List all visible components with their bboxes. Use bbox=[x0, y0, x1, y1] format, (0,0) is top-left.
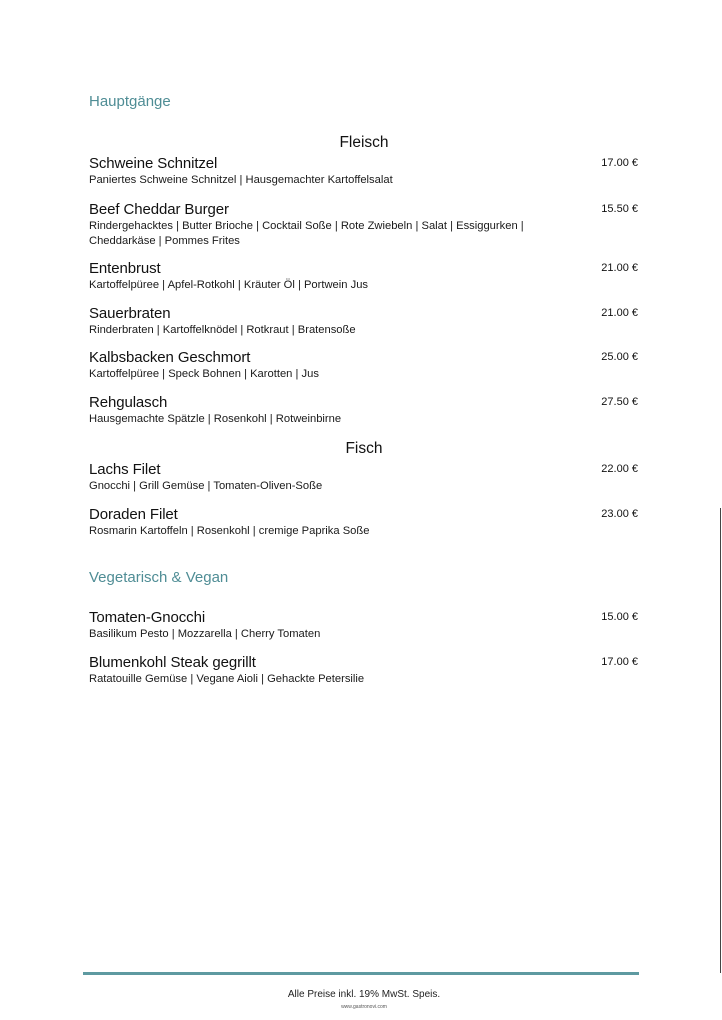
menu-item bbox=[89, 506, 639, 539]
item-name: Doraden Filet bbox=[89, 506, 178, 523]
item-price: 25.00 € bbox=[601, 351, 638, 363]
menu-item bbox=[89, 155, 639, 188]
sub-heading-fisch: Fisch bbox=[345, 440, 383, 457]
item-name: Beef Cheddar Burger bbox=[89, 201, 229, 218]
item-description: Kartoffelpüree | Speck Bohnen | Karotten | Jus bbox=[89, 368, 319, 380]
item-description: Rindergehacktes | Butter Brioche | Cocktail Soße | Rote Zwiebeln | Salat | Essiggurken | Cheddarkäse | Pommes Frites bbox=[89, 220, 524, 247]
item-name: Tomaten-Gnocchi bbox=[89, 609, 206, 626]
item-name: Blumenkohl Steak gegrillt bbox=[89, 654, 256, 671]
menu-item bbox=[89, 201, 639, 249]
item-price: 17.00 € bbox=[601, 157, 638, 169]
item-price: 23.00 € bbox=[601, 508, 638, 520]
item-price: 21.00 € bbox=[601, 262, 638, 274]
item-description: Hausgemachte Spätzle | Rosenkohl | Rotweinbirne bbox=[89, 413, 342, 425]
item-name: Entenbrust bbox=[89, 260, 161, 277]
item-description: Basilikum Pesto | Mozzarella | Cherry Tomaten bbox=[89, 628, 321, 640]
item-name: Rehgulasch bbox=[89, 394, 168, 411]
menu-item bbox=[89, 260, 639, 293]
item-description: Rinderbraten | Kartoffelknödel | Rotkraut | Bratensoße bbox=[89, 324, 356, 336]
section-heading-hauptgaenge: Hauptgänge bbox=[89, 93, 171, 110]
item-price: 22.00 € bbox=[601, 463, 638, 475]
item-description: Kartoffelpüree | Apfel-Rotkohl | Kräuter Öl | Portwein Jus bbox=[89, 279, 369, 291]
menu-item bbox=[89, 609, 639, 642]
sub-heading-fleisch: Fleisch bbox=[339, 134, 389, 151]
item-name: Lachs Filet bbox=[89, 461, 161, 478]
item-price: 27.50 € bbox=[601, 396, 638, 408]
item-name: Kalbsbacken Geschmort bbox=[89, 349, 251, 366]
item-price: 17.00 € bbox=[601, 656, 638, 668]
menu-item bbox=[89, 394, 639, 427]
footer-url: www.gastronovi.com bbox=[341, 1004, 387, 1010]
item-description: Rosmarin Kartoffeln | Rosenkohl | cremige Paprika Soße bbox=[89, 525, 370, 537]
menu-item bbox=[89, 305, 639, 338]
footer-price-note: Alle Preise inkl. 19% MwSt. Speis. bbox=[287, 989, 441, 1000]
menu-item bbox=[89, 654, 639, 687]
item-description: Ratatouille Gemüse | Vegane Aioli | Gehackte Petersilie bbox=[89, 673, 365, 685]
menu-item bbox=[89, 349, 639, 382]
menu-item bbox=[89, 461, 639, 494]
item-price: 21.00 € bbox=[601, 307, 638, 319]
item-price: 15.50 € bbox=[601, 203, 638, 215]
footer-rule bbox=[83, 972, 639, 975]
item-price: 15.00 € bbox=[601, 611, 638, 623]
section-heading-vegetarisch-vegan: Vegetarisch & Vegan bbox=[89, 569, 229, 586]
item-description: Paniertes Schweine Schnitzel | Hausgemachter Kartoffelsalat bbox=[89, 174, 393, 186]
item-name: Schweine Schnitzel bbox=[89, 155, 218, 172]
item-description: Gnocchi | Grill Gemüse | Tomaten-Oliven-Soße bbox=[89, 480, 323, 492]
item-name: Sauerbraten bbox=[89, 305, 171, 322]
page-edge-line bbox=[720, 508, 721, 973]
